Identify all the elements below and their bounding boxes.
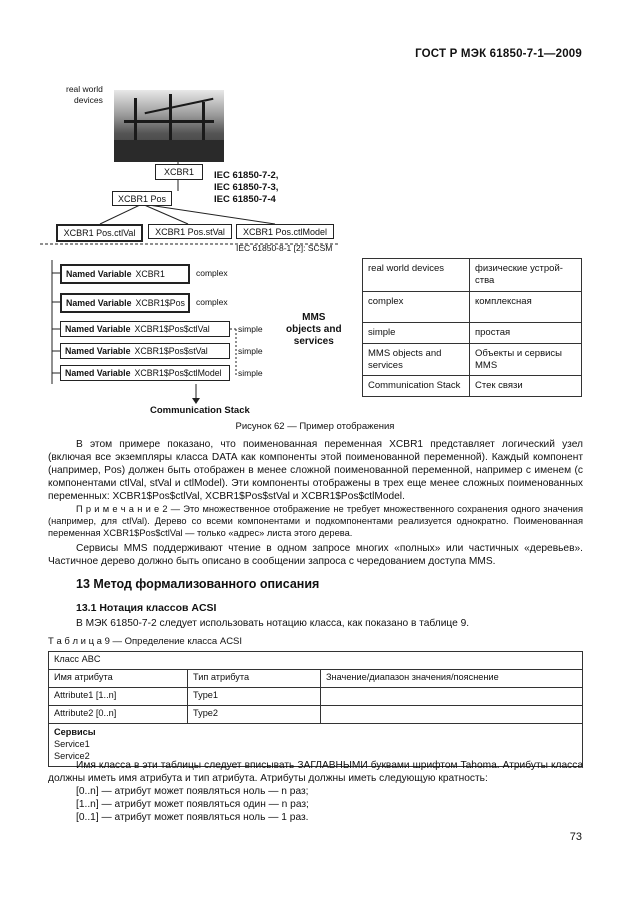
service-1: Service1 [54,739,90,749]
multiplicity-3: [0..1] — атрибут может появляться ноль — 1 раз. [76,812,309,823]
page-number: 73 [569,831,582,843]
services-title: Сервисы [54,727,96,737]
table-row: simple простая [363,322,582,343]
multiplicity-2: [1..n] — атрибут может появляться один — n раз; [76,799,309,810]
iec-ref-1: IEC 61850-7-2, [214,170,279,181]
section-13-heading: 13 Метод формализованного описания [76,577,320,591]
mapping-legend-table [362,258,582,397]
iec-ref-2: IEC 61850-7-3, [214,182,279,193]
table-row: Attribute2 [0..n] Type2 [49,706,583,724]
table-row: Класс ABC [49,652,583,670]
mms-label: MMS objects and services [286,312,342,347]
nv-xcbr1-pos: Named Variable XCBR1$Pos [60,293,190,313]
table-title: Т а б л и ц а 9 — Определение класса ACSI [48,636,243,647]
comm-stack-label: Communication Stack [150,405,250,416]
leaf-box-ctlval: XCBR1 Pos.ctlVal [56,224,143,242]
table-row: complex комплексная [363,291,582,322]
table-row: MMS objects and services Объекты и сервисы MMS [363,343,582,376]
section-13-1-heading: 13.1 Нотация классов ACSI [76,602,217,614]
service-2: Service2 [54,751,90,761]
nv-xcbr1: Named Variable XCBR1 [60,264,190,284]
table-row: Attribute1 [1..n] Type1 [49,688,583,706]
iec-ref-3: IEC 61850-7-4 [214,194,276,205]
nv-kind-5: simple [238,368,263,378]
nv-ctlval: Named Variable XCBR1$Pos$ctlVal [60,321,230,337]
figure-caption: Рисунок 62 — Пример отображения [235,421,395,432]
paragraph-3: В МЭК 61850-7-2 следует использовать нотацию класса, как показано в таблице 9. [76,618,470,629]
multiplicity-1: [0..n] — атрибут может появляться ноль — n раз; [76,786,309,797]
nv-kind-4: simple [238,346,263,356]
page-header: ГОСТ Р МЭК 61850-7-1—2009 [415,48,582,60]
real-world-label: real world devices [66,84,103,105]
table-row: real world devices физические устрой-ства [363,259,582,292]
note-2: П р и м е ч а н и е 2 — Это множественное отображение не требует множественного сохранения одного значения (например, для ctlVal). Дерево со всеми компонентами и подкомпонентами реализуется однократно. Поименованная переменная XCBR1$Pos$ctlVal — только «адрес» листа этого дерева. [48,504,583,538]
nv-kind-2: complex [196,297,228,307]
leaf-box-ctlmodel: XCBR1 Pos.ctlModel [236,224,334,239]
paragraph-2: Сервисы MMS поддерживают чтение в одном запросе многих «полных» или частичных «деревьев». Частичное дерево должно быть описано в сообщении запроса с чередованием доступа MMS. [48,543,583,567]
nv-kind-3: simple [238,324,263,334]
xcbr1-box: XCBR1 [155,164,203,180]
leaf-box-stval: XCBR1 Pos.stVal [148,224,232,239]
xcbr1-pos-box: XCBR1 Pos [112,191,172,206]
table-row: Имя атрибута Тип атрибута Значение/диапазон значения/пояснение [49,670,583,688]
paragraph-1: В этом примере показано, что поименованная переменная XCBR1 представляет логический узел (включая все экземпляры класса DATA как компоненты этой поименованной переменной). Каждый компонент (например, Pos) должен быть отображен в менее сложной поименованной переменной, например с именем (с компонентами ctlVal, stVal и ctlModel). Эти компоненты отображены в трех еще менее сложных поименованных переменных: XCBR1$Pos$ctlVal, XCBR1$Pos$stVal и XCBR1$Pos$ctlModel. [48,439,583,502]
paragraph-4: Имя класса в эти таблицы следует вписывать ЗАГЛАВНЫМИ буквами шрифтом Tahoma. Атрибуты класса должны иметь имя атрибута и тип атрибута. Атрибуты должны иметь следующую кратность: [48,760,583,784]
scsm-ref: IEC 61850-8-1 [2]: SCSM [236,243,333,253]
nv-kind-1: complex [196,268,228,278]
nv-ctlmodel: Named Variable XCBR1$Pos$ctlModel [60,365,230,381]
acsi-class-table [48,651,583,767]
nv-stval: Named Variable XCBR1$Pos$stVal [60,343,230,359]
table-row: Communication Stack Стек связи [363,376,582,397]
